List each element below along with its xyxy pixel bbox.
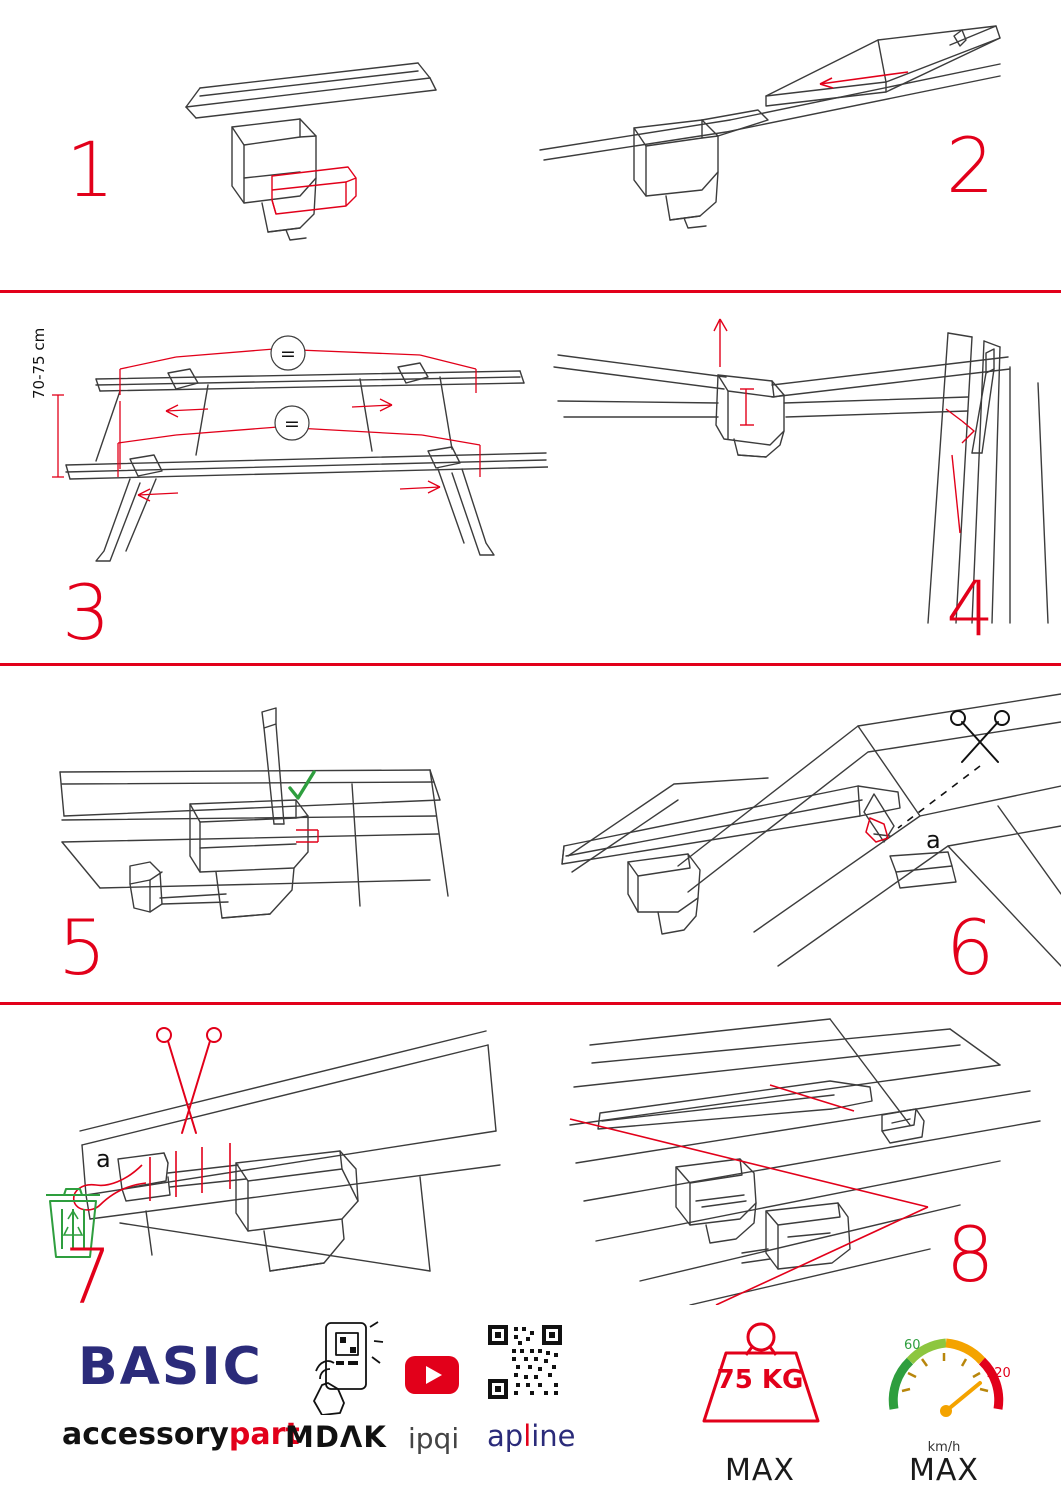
brand-apline-suffix: ine — [531, 1419, 576, 1453]
max-speed-icon — [876, 1319, 1016, 1439]
step-number-2: 2 — [946, 121, 993, 210]
brand-accessory-text: accessory — [62, 1417, 229, 1452]
brand-part-text: part — [228, 1417, 300, 1452]
svg-text:=: = — [280, 343, 296, 365]
brand-mdak-logo: MDΛK — [285, 1420, 387, 1454]
svg-text:120: 120 — [986, 1366, 1011, 1381]
step-number-8: 8 — [946, 1210, 993, 1299]
qr-code-icon — [486, 1323, 564, 1401]
brand-apline-l: l — [523, 1419, 532, 1453]
step-number-1: 1 — [66, 125, 113, 214]
max-speed-label: MAX — [909, 1453, 979, 1488]
step-panel-3 — [0, 293, 548, 663]
step-number-4: 4 — [946, 564, 993, 653]
step-panel-2 — [530, 0, 1061, 290]
max-weight-value: 75 KG — [716, 1365, 804, 1395]
youtube-icon[interactable] — [404, 1355, 460, 1395]
step-panel-8 — [530, 1005, 1061, 1305]
step-panel-5 — [0, 666, 528, 1002]
svg-text:60: 60 — [904, 1338, 921, 1353]
brand-apline-prefix: ap — [487, 1419, 524, 1453]
brand-accessorypart-logo — [62, 1417, 300, 1452]
step-3-distance-label: 70-75 cm — [30, 327, 48, 399]
brand-apline-logo — [487, 1419, 576, 1453]
step-7-letter-a: a — [96, 1145, 111, 1173]
step-panel-4 — [548, 293, 1061, 663]
speed-unit-label: km/h — [927, 1440, 961, 1455]
step-number-3: 3 — [62, 568, 109, 657]
step-6-letter-a: a — [926, 826, 941, 854]
step-panel-1 — [0, 0, 530, 290]
max-weight-label: MAX — [725, 1453, 795, 1488]
step-panel-6 — [528, 666, 1061, 1002]
step-panel-7 — [0, 1005, 530, 1321]
scan-qr-icon — [310, 1319, 390, 1415]
step-number-6: 6 — [946, 903, 993, 992]
brand-basic-logo: BASIC — [78, 1337, 263, 1397]
footer-branding — [0, 1305, 1061, 1500]
brand-ipqi-logo: ipqi — [408, 1422, 460, 1455]
step-number-5: 5 — [58, 903, 105, 992]
step-number-7: 7 — [64, 1232, 111, 1321]
svg-text:=: = — [284, 413, 300, 435]
